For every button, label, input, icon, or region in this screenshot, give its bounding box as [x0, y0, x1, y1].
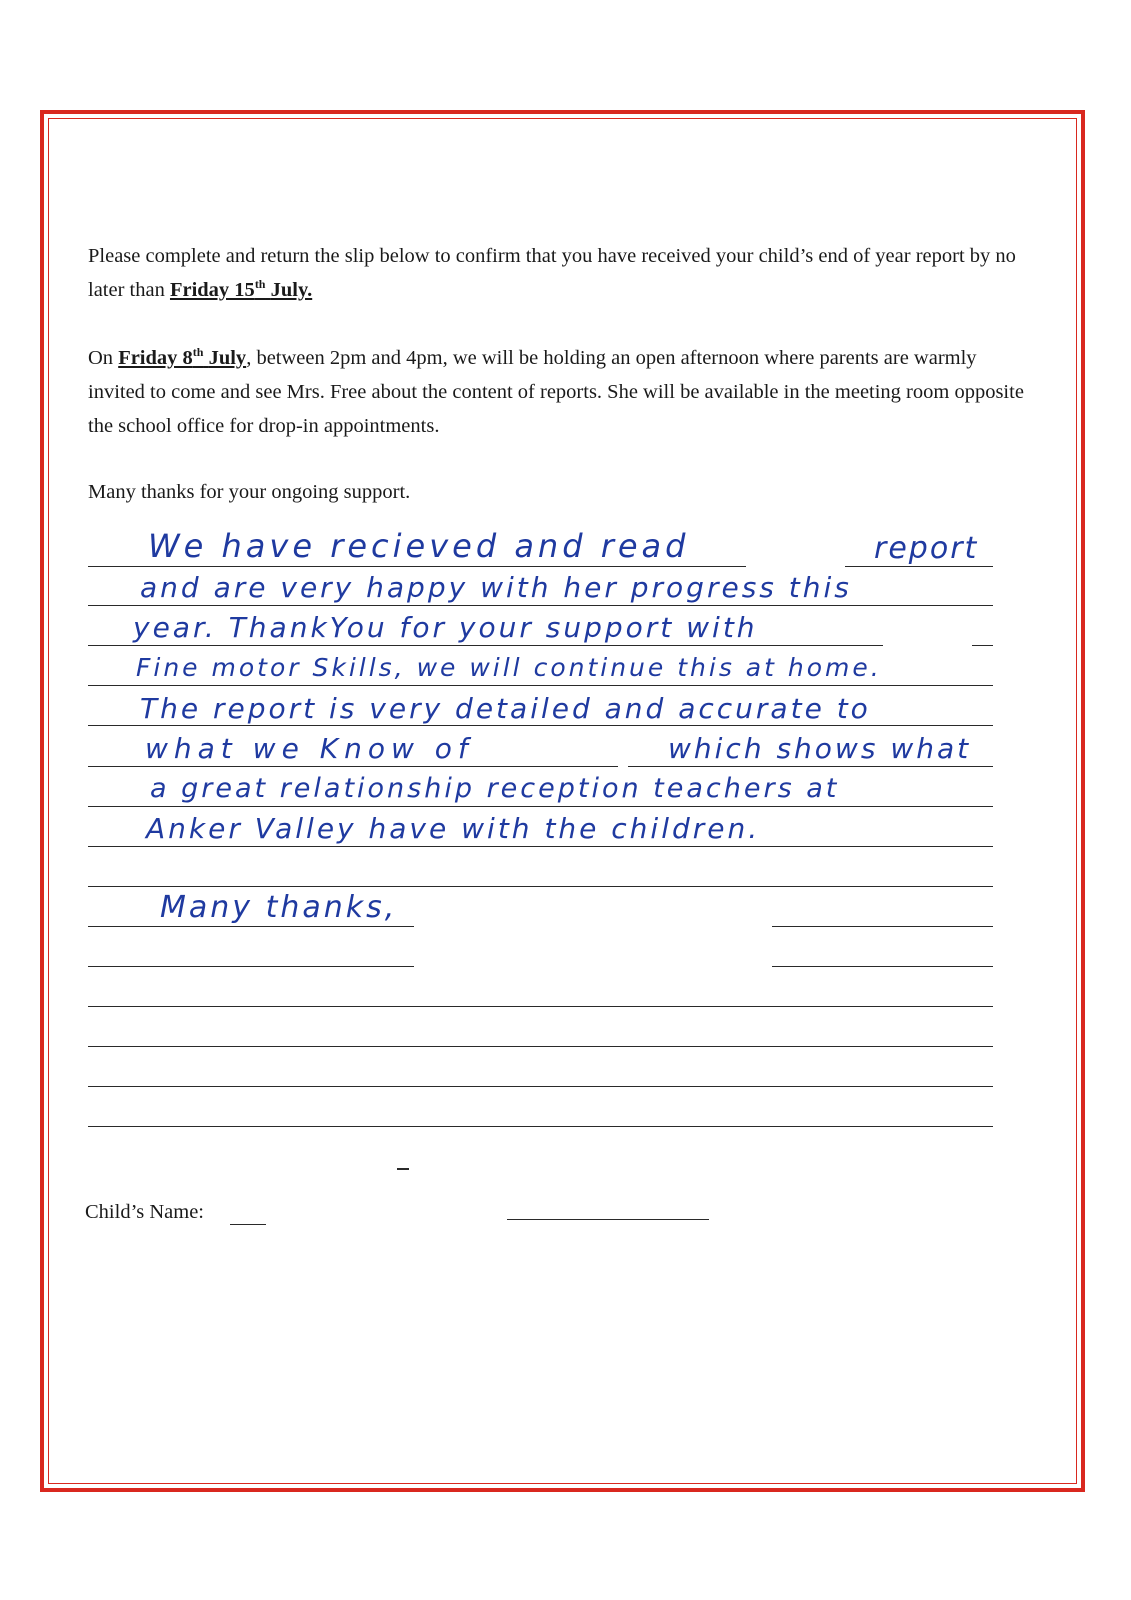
writing-line: [88, 605, 993, 606]
handwritten-line: report: [874, 531, 979, 566]
writing-line: [972, 645, 993, 646]
handwritten-line: which shows what: [668, 732, 972, 765]
child-name-field-extension[interactable]: [507, 1219, 709, 1220]
stray-mark: [397, 1168, 409, 1170]
writing-line: [88, 1006, 993, 1007]
writing-line: [88, 846, 993, 847]
child-name-label: Child’s Name:: [85, 1201, 205, 1223]
writing-line: [88, 1086, 993, 1087]
handwritten-line: Fine motor Skills, we will continue this at home.: [136, 653, 882, 682]
writing-line: [88, 806, 993, 807]
writing-line: [88, 725, 993, 726]
handwritten-line: The report is very detailed and accurate to: [140, 692, 871, 725]
writing-line: [772, 966, 993, 967]
open-afternoon-text: , between 2pm and 4pm, we will be holding an open afternoon where parents are warmly invited to come and see Mrs. Free about the content of reports. She will be available in the meeting room opposite the school office for drop-in appointments.: [88, 347, 1024, 437]
handwritten-line: and are very happy with her progress this: [140, 571, 852, 604]
writing-line: [88, 645, 883, 646]
handwritten-line: year. ThankYou for your support with: [133, 611, 758, 644]
writing-line: [88, 685, 993, 686]
instruction-paragraph: [88, 239, 1033, 307]
writing-line: [88, 886, 993, 887]
handwritten-signoff: Many thanks,: [160, 890, 398, 925]
thanks-paragraph: Many thanks for your ongoing support.: [88, 481, 411, 503]
writing-line: [88, 966, 414, 967]
child-name-field[interactable]: [230, 1224, 266, 1225]
writing-line: [88, 1126, 993, 1127]
writing-line: [845, 566, 993, 567]
writing-line: [88, 1046, 993, 1047]
handwritten-line: We have recieved and read: [148, 527, 690, 565]
handwritten-line: a great relationship reception teachers at: [150, 773, 840, 804]
open-afternoon-paragraph: On Friday 8th July, between 2pm and 4pm, we will be holding an open afternoon where parents are warmly invited to come and see Mrs. Free about the content of reports. She will be available in the meeting room opposite the school office for drop-in appointments.: [88, 345, 1024, 437]
open-afternoon-date: Friday 8th July: [118, 345, 247, 369]
writing-line: [88, 926, 414, 927]
instruction-text: Please complete and return the slip below to confirm that you have received your child’s end of year report by no later than: [88, 245, 1016, 301]
writing-line: [88, 566, 746, 567]
writing-line: [628, 766, 993, 767]
handwritten-line: what we Know of: [145, 732, 474, 765]
writing-line: [88, 766, 618, 767]
handwritten-line: Anker Valley have with the children.: [146, 812, 761, 845]
deadline-date: Friday 15th July.: [169, 277, 313, 301]
writing-line: [772, 926, 993, 927]
